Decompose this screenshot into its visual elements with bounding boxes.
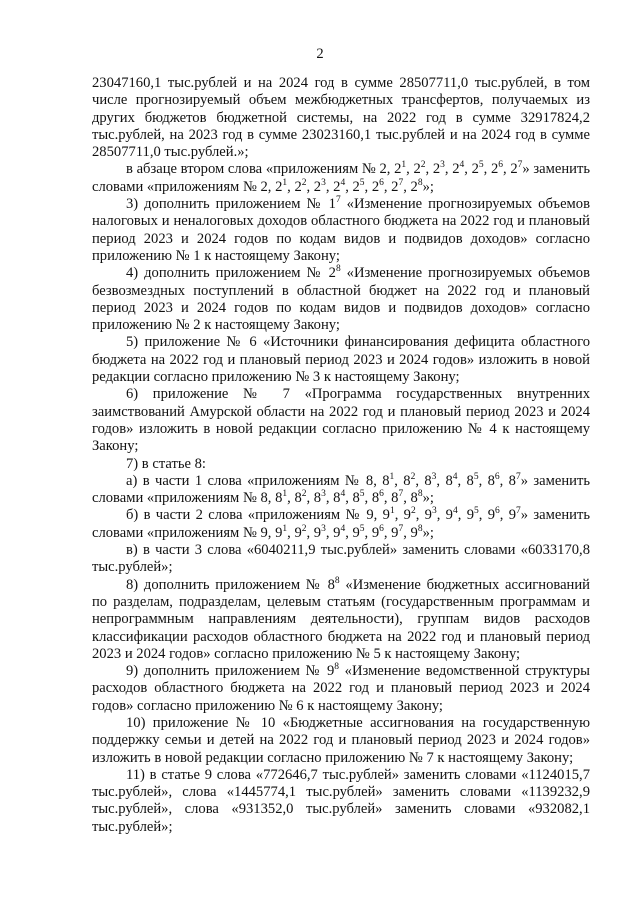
superscript-text: 8 <box>335 264 341 275</box>
paragraph-text: , 2 <box>306 178 322 195</box>
superscript-text: 1 <box>389 506 395 517</box>
paragraph-text: , 8 <box>394 472 411 489</box>
paragraph-text: 4) дополнить приложением № 2 <box>126 265 336 282</box>
paragraph-text: 23047160,1 тыс.рублей и на 2024 год в сумме 28507711,0 тыс.рублей, в том числе прогнозируемый объем межбюджетных трансфертов, получаемых из других бюджетов бюджетной системы, на 2022 год в сумме 32917824,2 тыс.рублей, на 2023 год в сумме 23023160,1 тыс.рублей и на 2024 год в сумме 28507711,0 тыс.рублей.»; <box>92 75 590 161</box>
superscript-text: 7 <box>398 177 404 188</box>
superscript-text: 3 <box>431 471 437 482</box>
superscript-text: 5 <box>473 471 479 482</box>
superscript-text: 4 <box>340 177 346 188</box>
paragraph <box>92 542 590 577</box>
paragraph-text: , 2 <box>464 161 479 178</box>
paragraph-text: , 2 <box>503 161 518 178</box>
paragraph <box>92 473 590 508</box>
paragraph-text: » заменить словами «приложениям № 8, 8 <box>92 472 591 507</box>
paragraph-text: , 9 <box>457 507 474 524</box>
superscript-text: 4 <box>340 489 346 500</box>
superscript-text: 1 <box>282 489 288 500</box>
superscript-text: 4 <box>452 506 458 517</box>
superscript-text: 2 <box>410 506 416 517</box>
paragraph-text: 5) приложение № 6 «Источники финансирования дефицита областного бюджета на 2022 год и плановый период 2023 и 2024 годов» изложить в новой редакции согласно приложению № 3 к настоящему Закону; <box>92 334 590 386</box>
paragraph <box>92 334 590 386</box>
paragraph-text: , 9 <box>325 524 341 541</box>
paragraph-text: , 8 <box>383 490 399 507</box>
paragraph-text: в) в части 3 слова «6040211,9 тыс.рублей» заменить словами «6033170,8 тыс.рублей»; <box>92 542 590 576</box>
superscript-text: 3 <box>440 160 445 171</box>
paragraph-text: , 9 <box>436 507 453 524</box>
superscript-text: 1 <box>282 177 288 188</box>
document-body <box>92 75 590 836</box>
paragraph-text: , 2 <box>406 161 421 178</box>
paragraph-text: , 2 <box>444 161 460 178</box>
superscript-text: 5 <box>359 177 365 188</box>
superscript-text: 6 <box>379 489 384 500</box>
paragraph <box>92 386 590 455</box>
superscript-text: 7 <box>398 523 404 534</box>
superscript-text: 2 <box>410 471 416 482</box>
paragraph-text: , 9 <box>415 507 432 524</box>
paragraph-text: «Изменение ведомственной структуры расходов областного бюджета на 2022 год и плановый период 2023 и 2024 годов» согласно приложению № 6 к настоящему Закону; <box>92 663 590 714</box>
paragraph-text: в абзаце втором слова «приложениям № 2, 2 <box>126 161 402 178</box>
paragraph-text: «Изменение прогнозируемых объемов безвозмездных поступлений в областной бюджет на 2022 год и плановый период 2023 и 2024 годов по кодам видов и подвидов доходов» согласно приложению № 2 к настоящему Закону; <box>92 265 590 334</box>
superscript-text: 1 <box>389 471 395 482</box>
superscript-text: 3 <box>321 523 326 534</box>
paragraph-text: » заменить словами «приложениям № 2, 2 <box>92 161 591 195</box>
paragraph <box>92 577 590 663</box>
paragraph <box>92 196 590 265</box>
superscript-text: 3 <box>431 506 437 517</box>
paragraph-text: а) в части 1 слова «приложениям № 8, 8 <box>126 472 390 489</box>
paragraph <box>92 456 590 473</box>
superscript-text: 3 <box>321 489 326 500</box>
paragraph-text: »; <box>422 178 434 195</box>
paragraph-text: , 2 <box>345 178 360 195</box>
superscript-text: 8 <box>417 177 423 188</box>
paragraph-text: , 8 <box>364 490 380 507</box>
superscript-text: 6 <box>495 506 500 517</box>
paragraph-text: 7) в статье 8: <box>126 455 206 472</box>
paragraph <box>92 715 590 767</box>
paragraph-text: , 8 <box>436 472 453 489</box>
superscript-text: 2 <box>301 523 307 534</box>
superscript-text: 2 <box>301 489 307 500</box>
paragraph-text: 3) дополнить приложением № 1 <box>126 196 336 213</box>
superscript-text: 5 <box>359 523 365 534</box>
paragraph <box>92 75 590 161</box>
paragraph-text: 6) приложение № 7 «Программа государственных внутренних заимствований Амурской области на 2022 год и плановый период 2023 и 2024 годов» изложить в новой редакции согласно приложению № 4 к настоящему Закону; <box>92 386 590 455</box>
paragraph <box>92 161 590 196</box>
paragraph-text: , 9 <box>383 524 399 541</box>
paragraph-text: б) в части 2 слова «приложениям № 9, 9 <box>126 507 390 524</box>
paragraph-text: , 8 <box>415 472 432 489</box>
superscript-text: 7 <box>398 489 404 500</box>
paragraph-text: , 8 <box>306 490 322 507</box>
paragraph-text: , 9 <box>394 507 411 524</box>
superscript-text: 4 <box>452 471 458 482</box>
paragraph-text: , 2 <box>483 161 499 178</box>
superscript-text: 5 <box>478 160 484 171</box>
page-number: 2 <box>316 46 324 62</box>
paragraph-text: , 2 <box>403 178 418 195</box>
superscript-text: 8 <box>417 489 423 500</box>
superscript-text: 8 <box>334 575 340 586</box>
paragraph-text: , 8 <box>345 490 360 507</box>
superscript-text: 5 <box>474 506 479 517</box>
superscript-text: 4 <box>340 523 346 534</box>
superscript-text: 8 <box>334 662 340 673</box>
superscript-text: 2 <box>301 177 307 188</box>
paragraph-text: , 8 <box>478 472 495 489</box>
superscript-text: 7 <box>335 195 341 206</box>
superscript-text: 3 <box>321 177 326 188</box>
superscript-text: 5 <box>359 489 365 500</box>
paragraph-text: 8) дополнить приложением № 8 <box>126 576 335 593</box>
paragraph-text: , 8 <box>325 490 341 507</box>
paragraph-text: , 2 <box>383 178 399 195</box>
superscript-text: 1 <box>401 160 407 171</box>
paragraph-text: , 2 <box>425 161 441 178</box>
paragraph-text: , 2 <box>287 178 302 195</box>
paragraph-text: , 9 <box>478 507 496 524</box>
superscript-text: 6 <box>498 160 504 171</box>
superscript-text: 6 <box>379 523 384 534</box>
paragraph-text: , 8 <box>287 490 302 507</box>
paragraph <box>92 767 590 836</box>
paragraph-text: , 9 <box>364 524 380 541</box>
paragraph <box>92 507 590 542</box>
paragraph <box>92 265 590 334</box>
paragraph-text: »; <box>422 490 434 507</box>
superscript-text: 2 <box>420 160 426 171</box>
paragraph-text: , 9 <box>499 507 517 524</box>
paragraph-text: , 9 <box>345 524 360 541</box>
paragraph-text: «Изменение бюджетных ассигнований по разделам, подразделам, целевым статьям (государственным программам и непрограммным направлениям деятельности), группам видов расходов классификации расходов областного бюджета на 2022 год и плановый период 2023 и 2024 годов» согласно приложению № 5 к настоящему Закону; <box>92 576 590 662</box>
paragraph-text: »; <box>422 524 434 541</box>
superscript-text: 7 <box>516 506 521 517</box>
superscript-text: 1 <box>282 523 288 534</box>
paragraph-text: 10) приложение № 10 «Бюджетные ассигнования на государственную поддержку семьи и детей на 2022 год и плановый период 2023 и 2024 годов» изложить в новой редакции согласно приложению № 7 к настоящему Закону; <box>92 714 590 766</box>
superscript-text: 7 <box>517 160 523 171</box>
paragraph-text: 9) дополнить приложением № 9 <box>126 663 335 680</box>
superscript-text: 4 <box>459 160 465 171</box>
superscript-text: 8 <box>417 523 423 534</box>
paragraph-text: 11) в статье 9 слова «772646,7 тыс.рублей» заменить словами «1124015,7 тыс.рублей», слова «1445774,1 тыс.рублей» заменить словами «1139232,9 тыс.рублей», слова «931352,0 тыс.рублей» заменить словами «932082,1 тыс.рублей»; <box>92 766 590 835</box>
paragraph-text: , 9 <box>306 524 322 541</box>
paragraph-text: , 8 <box>403 490 418 507</box>
paragraph-text: , 9 <box>287 524 302 541</box>
paragraph-text: , 2 <box>364 178 380 195</box>
superscript-text: 7 <box>515 471 521 482</box>
paragraph <box>92 663 590 715</box>
superscript-text: 6 <box>379 177 384 188</box>
paragraph-text: , 9 <box>403 524 418 541</box>
paragraph-text: , 2 <box>325 178 341 195</box>
paragraph-text: » заменить словами «приложениям № 9, 9 <box>92 507 591 541</box>
paragraph-text: , 8 <box>457 472 474 489</box>
superscript-text: 6 <box>494 471 500 482</box>
paragraph-text: , 8 <box>499 472 516 489</box>
paragraph-text: «Изменение прогнозируемых объемов налоговых и неналоговых доходов областного бюджета на 2022 год и плановый период 2023 и 2024 годов по кодам видов и подвидов доходов» согласно приложению № 1 к настоящему Закону; <box>92 196 590 264</box>
